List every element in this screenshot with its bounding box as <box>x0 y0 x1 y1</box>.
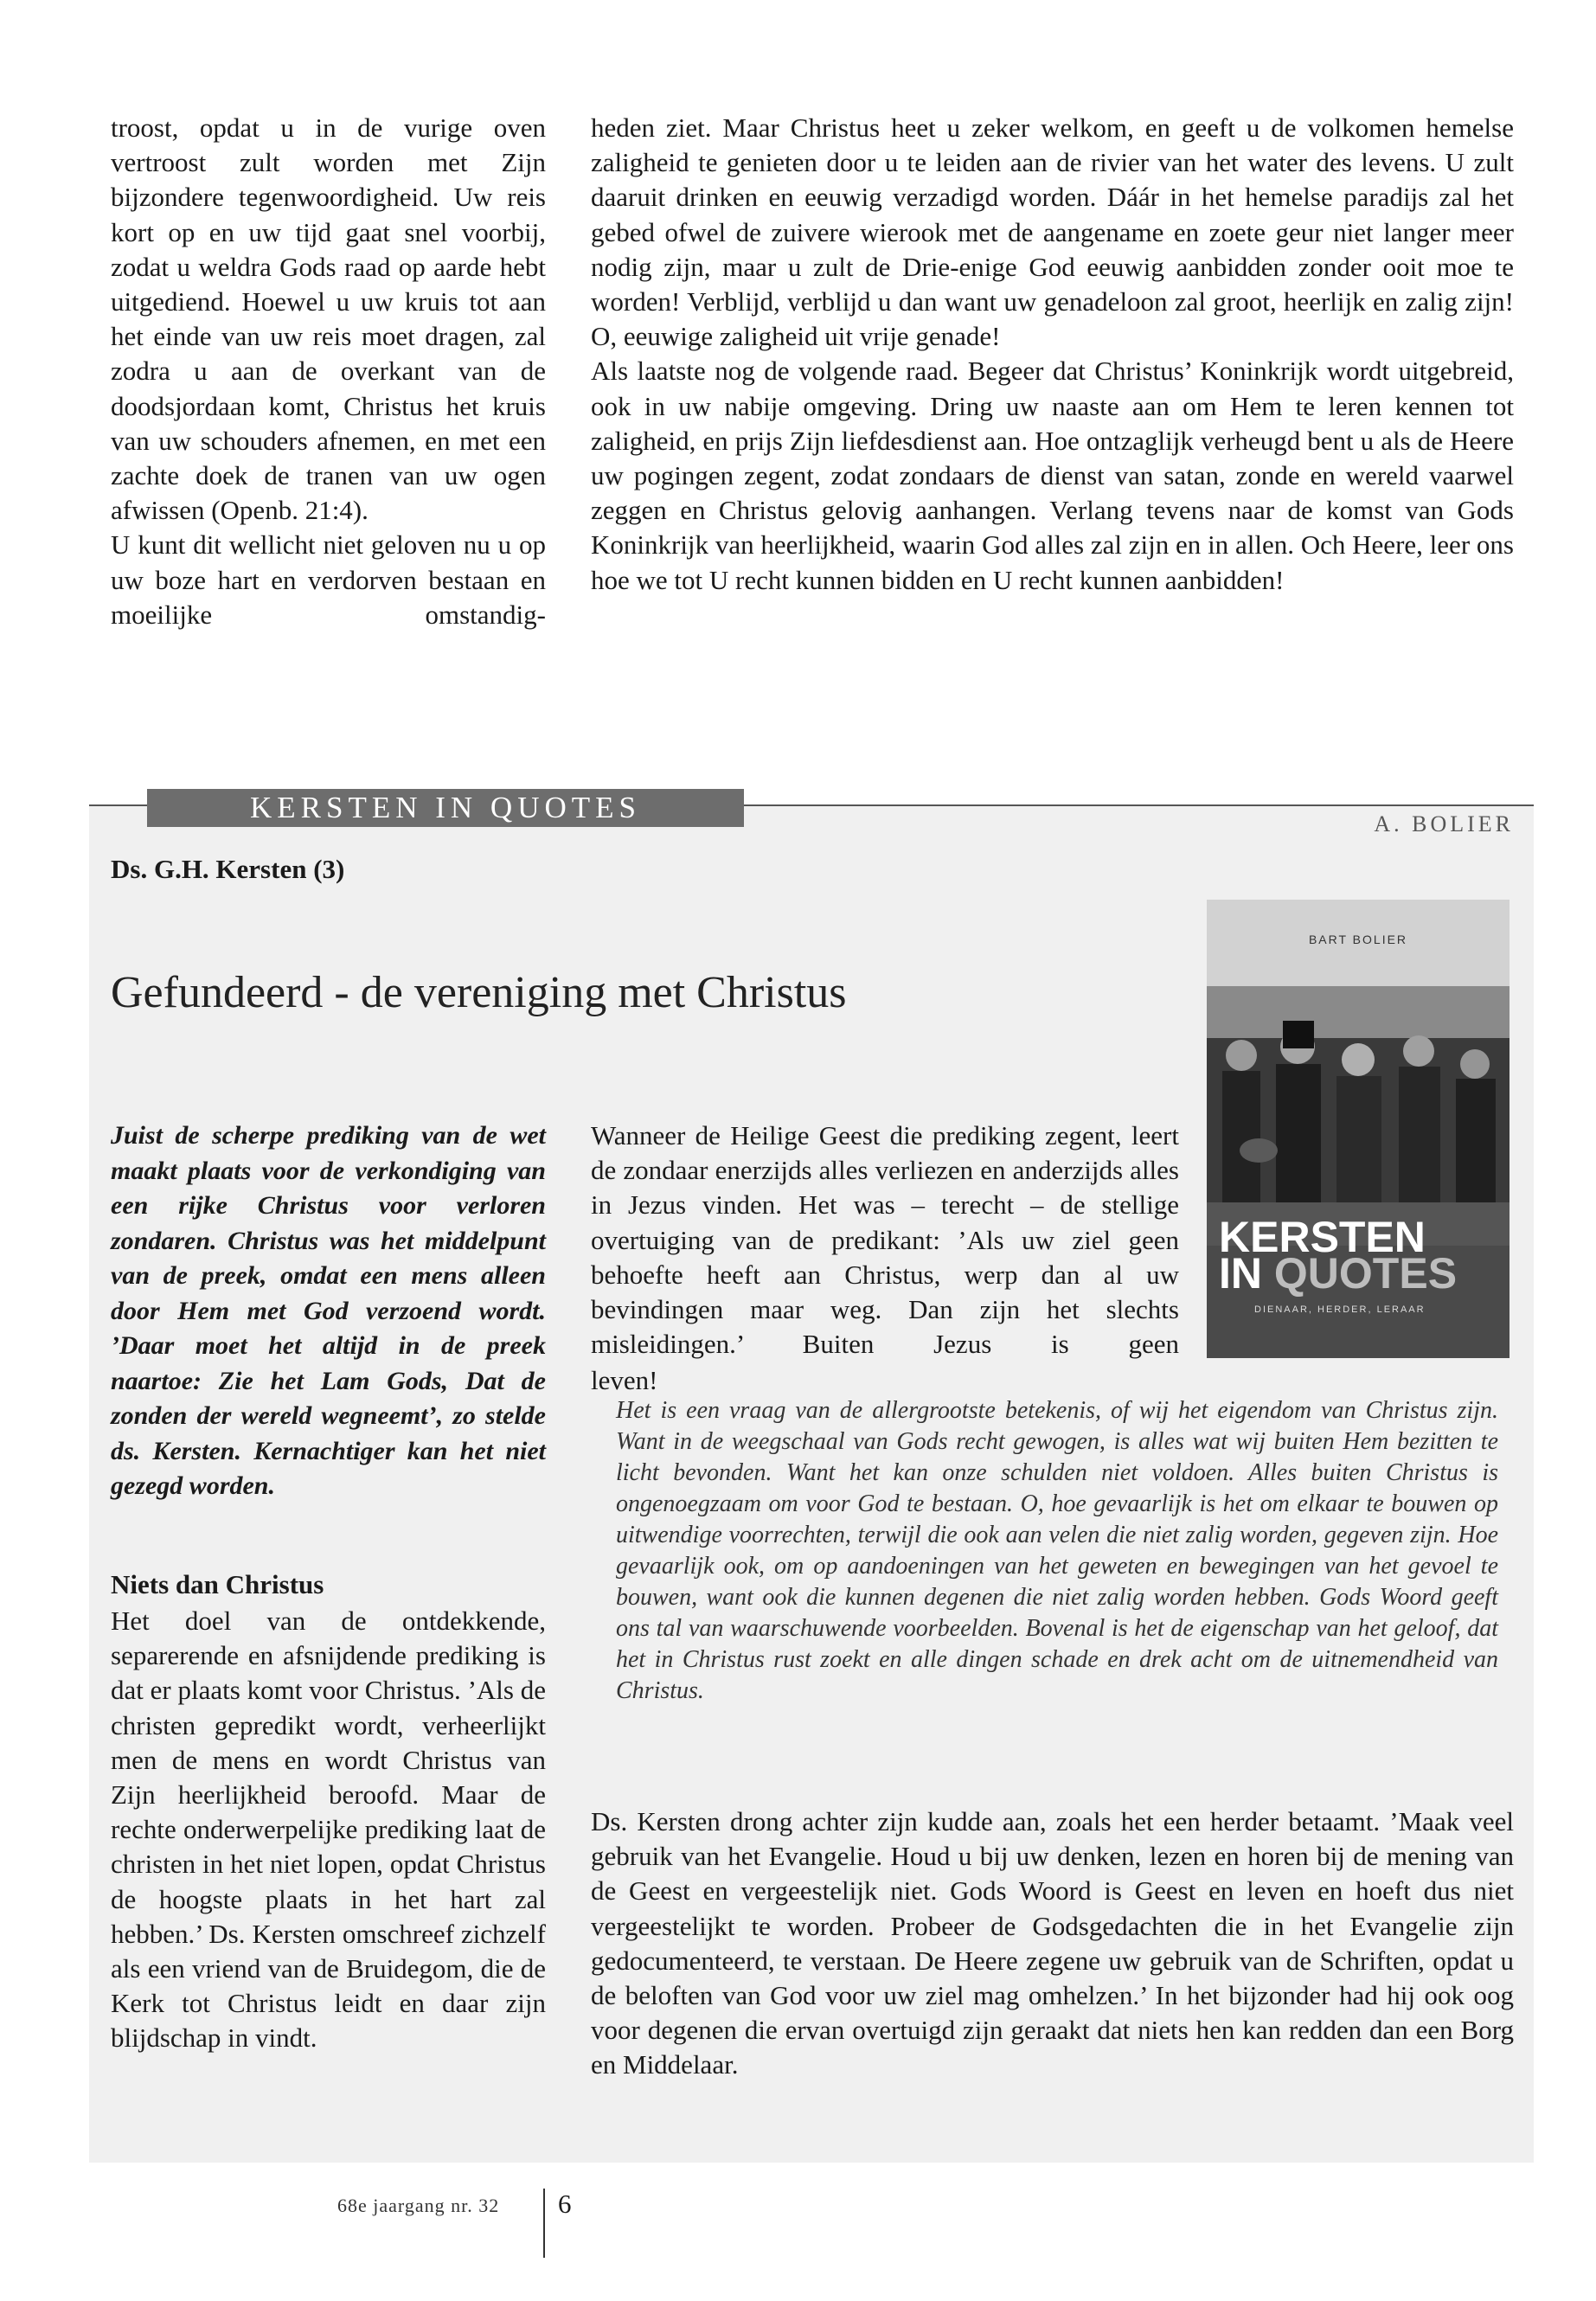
top-right-paragraph-2: Als laatste nog de volgende raad. Begeer dat Christus’ Koninkrijk wordt uitgebreid, ook in uw nabije omgeving. Dring uw naaste aan om Hem te leren kennen tot zaligheid, en prijs Zijn liefdesdienst aan. Hoe ontzaglijk verheugd bent u als de Heere uw pogingen zegent, zodat zondaars de dienst van satan, zonde en wereld vaarwel zeggen en Christus gelovig aanhangen. Verlang tevens naar de komst van Gods Koninkrijk van heerlijkheid, waarin God alles zal zijn en in allen. Och Heere, leer ons hoe we tot U recht kunnen bidden en U recht kunnen aanbidden! <box>591 356 1514 595</box>
cover-crowd-illustration <box>1207 986 1509 1246</box>
quote-text: Het is een vraag van de allergrootste betekenis, of wij het eigendom van Christus zijn. Want in de weegschaal van Gods recht gewogen, is alles wat wij buiten Hem bezitten te licht bevonden. Want het kan onze schulden niet voldoen. Alles buiten Christus is ongenoegzaam om voor God te bestaan. O, hoe gevaarlijk is het om elkaar te bouwen op uitwendige voorrechten, terwijl die ook aan velen die niet zalig worden, gegeven zijn. Hoe gevaarlijk ook, om op aandoeningen van het geweten en bewegingen van het gevoel te bouwen, want ook die kunnen degenen die niet zalig worden hebben. Gods Woord geeft ons tal van waarschuwende voorbeelden. Bovenal is het de eigenschap van het geloof, dat het in Christus rust zoekt en alle dingen schade en drek acht om de uitnemendheid van Christus. <box>616 1397 1498 1704</box>
intro-paragraph <box>111 1118 546 1504</box>
middle-paragraph <box>591 1118 1179 1362</box>
bottom-paragraph <box>591 1804 1514 2083</box>
bottom-text: Ds. Kersten drong achter zijn kudde aan, zoals het een herder betaamt. ’Maak veel gebruik van het Evangelie. Houd u bij uw denken, lezen en horen bij de mening van de Geest en vergeestelijk niet. Gods Woord is Geest en leven en hoeft dus niet vergeestelijkt te worden. Probeer de Godsgedachten die in het Evangelie zijn gedocumenteerd, te verstaan. De Heere zegene uw gebruik van de Schriften, opdat u de beloften van God voor uw ziel mag omhelzen.’ In het bijzonder had hij ook oog voor degenen die ervan overtuigd zijn geraakt dat niets hen kan redden dan een Borg en Middelaar. <box>591 1806 1514 2080</box>
middle-text: Wanneer de Heilige Geest die prediking zegent, leert de zondaar enerzijds alles verliezen en anderzijds alles in Jezus vinden. Het was – terecht – de stellige overtuiging van de predikant: ’Als uw ziel geen behoefte heeft aan Christus, werp dan al uw bevindingen maar weg. Dan zijn het slechts misleidingen.’ Buiten Jezus is geen <box>591 1120 1179 1360</box>
top-left-paragraph-1: troost, opdat u in de vurige oven vertroost zult worden met Zijn bijzondere tegenwoordigheid. Uw reis kort op en uw tijd gaat snel voorbij, zodat u weldra Gods raad op aarde hebt uitgediend. Hoewel u uw kruis tot aan het einde van uw reis moet dragen, zal zodra u aan de overkant van de doodsjordaan komt, Christus het kruis van uw schouders afnemen, en met een zachte doek de tranen van uw ogen afwissen (Openb. 21:4). <box>111 112 546 526</box>
top-left-column <box>111 111 546 632</box>
section-banner: KERSTEN IN QUOTES <box>147 789 744 827</box>
section-heading-niets: Niets dan Christus <box>111 1569 324 1599</box>
middle-text-end: leven! <box>591 1365 658 1395</box>
block-quote <box>616 1395 1498 1707</box>
article-author: A. BOLIER <box>1374 811 1514 836</box>
article-subtitle: Ds. G.H. Kersten (3) <box>111 854 345 884</box>
cover-photo <box>1207 986 1509 1246</box>
top-right-paragraph-1: heden ziet. Maar Christus heet u zeker welkom, en geeft u de volkomen hemelse zaligheid te genieten door u te leiden aan de rivier van het water des levens. U zult daaruit drinken en eeuwig verzadigd worden. Dáár in het hemelse paradijs zal het gebed ofwel de zuivere wierook met de aangename en zoete geur niet langer meer nodig zijn, maar u zult de Drie-enige God eeuwig aanbidden zonder ooit moe te worden! Verblijd, verblijd u dan want uw genadeloon zal groot, heerlijk en zalig zijn! O, eeuwige zaligheid uit vrije genade! <box>591 112 1514 352</box>
intro-text: Juist de scherpe prediking van de wet maakt plaats voor de verkondiging van een rijke Christus voor verloren zondaren. Christus was het middelpunt van de preek, omdat een mens alleen door Hem met God verzoend wordt. ’Daar moet het altijd in de preek naartoe: Zie het Lam Gods, Dat de zonden der wereld wegneemt’, zo stelde ds. Kersten. Kernachtiger kan het niet gezegd worden. <box>111 1121 546 1500</box>
footer-divider <box>543 2189 545 2258</box>
cover-author: BART BOLIER <box>1308 933 1408 946</box>
niets-paragraph <box>111 1604 546 2056</box>
cover-title-in: IN <box>1219 1249 1274 1298</box>
niets-text: Het doel van de ontdekkende, separerende en afsnijdende prediking is dat er plaats komt voor Christus. ’Als de christen gepredikt wordt, verheerlijkt men de mens en wordt Christus van Zijn heerlijkheid beroofd. Maar de rechte onderwerpelijke prediking laat de christen in het niet lopen, opdat Christus de hoogste plaats in het hart zal hebben.’ Ds. Kersten omschreef zichzelf als een vriend van de Bruidegom, die de Kerk tot Christus leidt en daar zijn blijdschap in vindt. <box>111 1606 546 2054</box>
footer-issue: 68e jaargang nr. 32 <box>337 2195 500 2216</box>
cover-title-line-1: KERSTEN <box>1219 1213 1426 1261</box>
top-left-paragraph-2: U kunt dit wellicht niet geloven nu u op uw boze hart en verdorven bestaan en moeilijke omstandig- <box>111 529 546 630</box>
article-title: Gefundeerd - de vereniging met Christus <box>111 968 847 1017</box>
cover-title-line-2 <box>1219 1249 1458 1298</box>
top-right-column <box>591 111 1514 598</box>
page-number: 6 <box>558 2189 572 2219</box>
cover-tagline: DIENAAR, HERDER, LERAAR <box>1254 1304 1426 1315</box>
cover-title-quotes: QUOTES <box>1273 1249 1458 1298</box>
book-cover-image <box>1207 900 1509 1358</box>
